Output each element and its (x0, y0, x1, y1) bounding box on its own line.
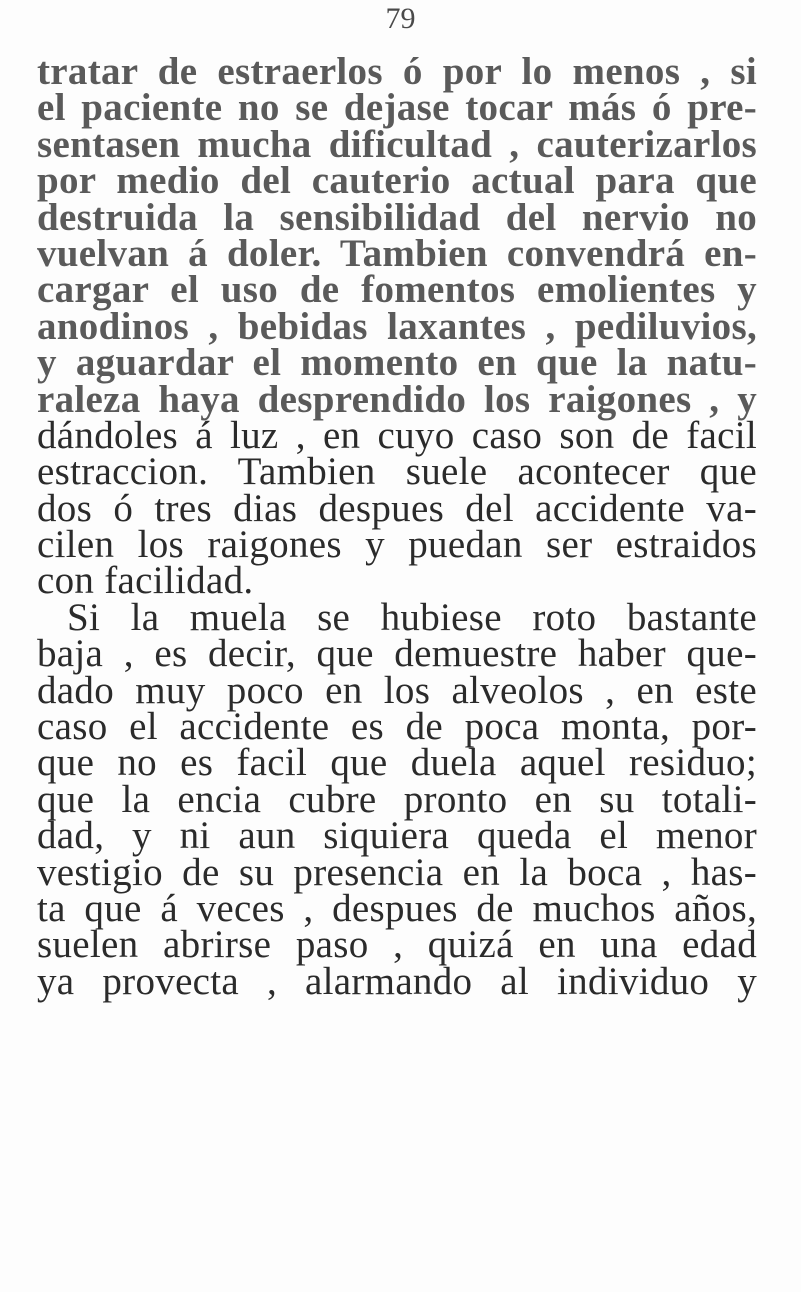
paragraph-2 (37, 595, 757, 1003)
text-line: dos ó tres dias despues del accidente va- (37, 486, 757, 530)
text-line: dad, y ni aun siquiera queda el menor (37, 814, 757, 858)
text-line: con facilidad. (37, 559, 254, 603)
text-line: que la encia cubre pronto en su totali- (37, 777, 757, 821)
text-line: ta que á veces , despues de muchos años, (37, 886, 757, 930)
text-line: suelen abrirse paso , quizá en una edad (37, 923, 757, 967)
page-number: 79 (385, 2, 416, 35)
text-line: y aguardar el momento en que la natu- (37, 341, 757, 385)
body-text (37, 50, 757, 1003)
text-line: que no es facil que duela aquel residuo; (37, 741, 757, 785)
text-line: vuelvan á doler. Tambien convendrá en- (37, 231, 757, 275)
text-line: estraccion. Tambien suele acontecer que (37, 450, 757, 494)
text-line: cilen los raigones y puedan ser estraidos (37, 523, 757, 567)
text-line: caso el accidente es de poca monta, por- (37, 705, 757, 749)
text-line: ya provecta , alarmando al individuo y (37, 959, 757, 1003)
text-line: por medio del cauterio actual para que (37, 159, 757, 203)
text-line: cargar el uso de fomentos emolientes y (37, 268, 757, 312)
text-line: dado muy poco en los alveolos , en este (37, 668, 757, 712)
text-line: destruida la sensibilidad del nervio no (37, 195, 757, 239)
text-line: raleza haya desprendido los raigones , y (37, 377, 757, 421)
text-line: tratar de estraerlos ó por lo menos , si (37, 50, 757, 93)
text-line: anodinos , bebidas laxantes , pediluvios, (37, 304, 757, 348)
text-line: baja , es decir, que demuestre haber que- (37, 632, 757, 676)
text-line: sentasen mucha dificultad , cauterizarlos (37, 122, 757, 166)
text-line: vestigio de su presencia en la boca , has- (37, 850, 757, 894)
text-line: Si la muela se hubiese roto bastante (67, 595, 757, 639)
text-line: dándoles á luz , en cuyo caso son de facil (37, 413, 757, 457)
paragraph-1 (37, 50, 757, 603)
text-line: el paciente no se dejase tocar más ó pre- (37, 86, 757, 130)
